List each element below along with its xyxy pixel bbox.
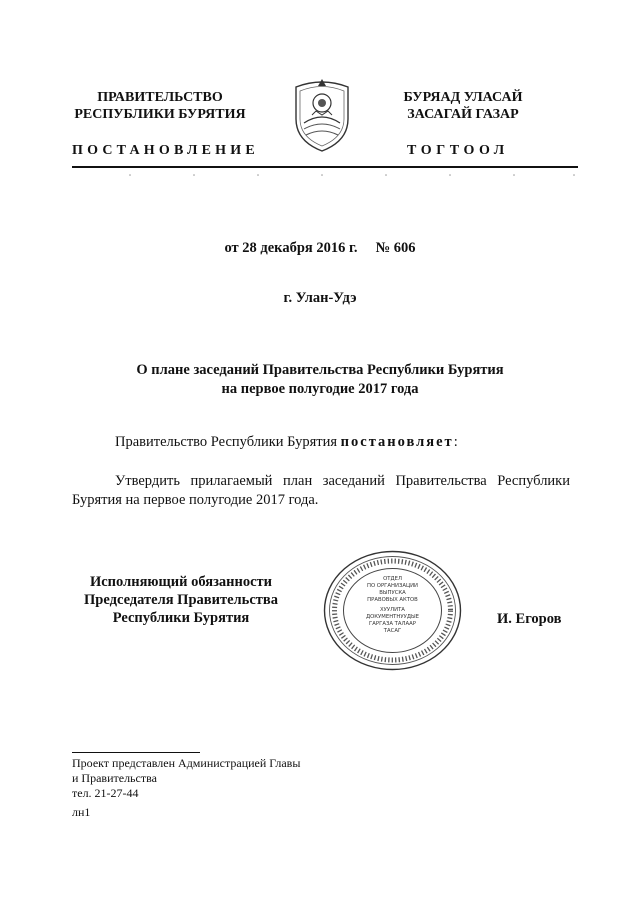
doc-type-right: ТОГТООЛ [407, 143, 509, 158]
header-right-block [378, 89, 548, 123]
footer-note [72, 756, 300, 801]
seal-line: ПРАВОВЫХ АКТОВ [367, 597, 418, 603]
header-left-line1: ПРАВИТЕЛЬСТВО [97, 90, 223, 105]
seal-line: ТАСАГ [383, 628, 402, 634]
header-right-line1: БУРЯАД УЛАСАЙ [403, 90, 523, 105]
seal-line: ДОКУМЕНТНУУДЫЕ [365, 614, 420, 620]
doc-title-line2: на первое полугодие 2017 года [221, 381, 419, 397]
resolution-keyword: постановляет [340, 434, 454, 450]
official-seal-stamp [321, 548, 464, 673]
doc-type-left: ПОСТАНОВЛЕНИЕ [72, 143, 259, 158]
doc-date-number [0, 240, 640, 257]
resolution-intro [115, 434, 458, 451]
header-left-block [60, 89, 260, 123]
doc-title-line1: О плане заседаний Правительства Республики Бурятия [136, 362, 504, 378]
footer-line1: Проект представлен Администрацией Главы [72, 756, 301, 770]
doc-number: № 606 [375, 240, 416, 256]
header-rule [72, 166, 578, 168]
seal-line: ГАРГАЗА ТАЛААР [369, 621, 416, 627]
footer-code: лн1 [72, 805, 91, 819]
signatory-title [72, 573, 290, 627]
signatory-line3: Республики Бурятия [112, 610, 250, 626]
seal-line: ХУУЛИТА [380, 607, 405, 613]
coat-of-arms-emblem [290, 73, 354, 153]
footer-line2: и Правительства [72, 771, 157, 785]
doc-city: г. Улан-Удэ [283, 290, 357, 306]
signatory-line1: Исполняющий обязанности [89, 574, 273, 590]
signatory-name: И. Егоров [497, 611, 562, 627]
resolution-body: Утвердить прилагаемый план заседаний Правительства Республики Бурятия на первое полугодие 2017 года. [72, 473, 570, 508]
footer-phone: тел. 21-27-44 [72, 786, 139, 800]
resolution-colon: : [453, 434, 458, 450]
resolution-intro-text: Правительство Республики Бурятия [115, 434, 341, 450]
signatory-line2: Председателя Правительства [84, 592, 278, 608]
doc-title [0, 361, 640, 399]
doc-date: от 28 декабря 2016 г. [224, 240, 358, 256]
seal-line: ВЫПУСКА [379, 590, 406, 596]
header-right-line2: ЗАСАГАЙ ГАЗАР [407, 107, 519, 122]
seal-line: ОТДЕЛ [383, 576, 402, 582]
footer-rule [72, 752, 200, 753]
dotted-separator [72, 172, 578, 178]
seal-line: ПО ОРГАНИЗАЦИИ [366, 583, 419, 589]
header-left-line2: РЕСПУБЛИКИ БУРЯТИЯ [74, 107, 246, 122]
